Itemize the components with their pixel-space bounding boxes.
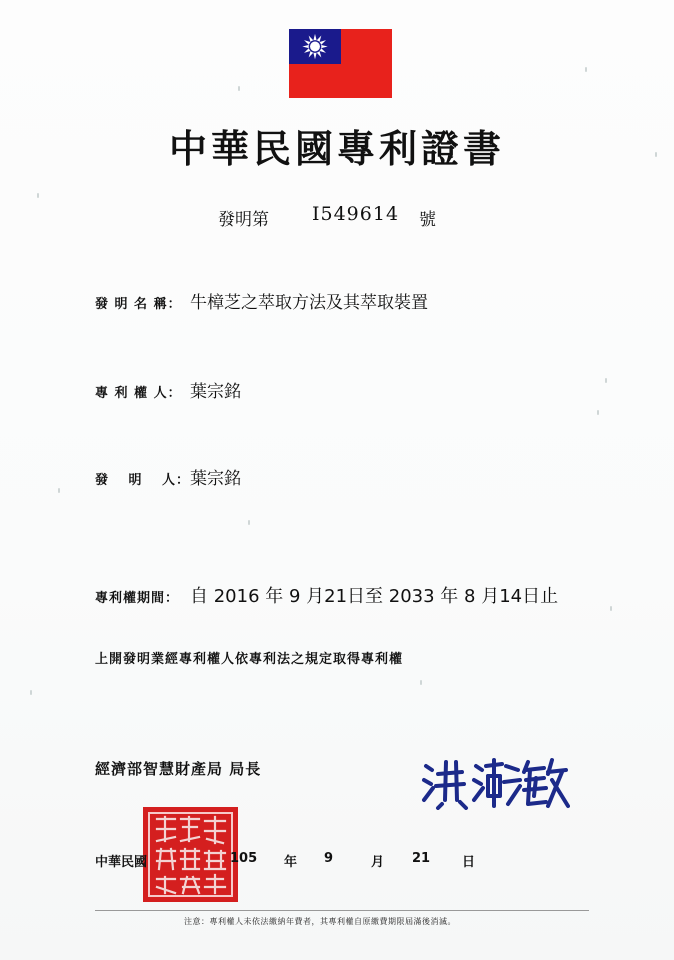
paper-speck [420, 680, 422, 685]
issue-day: 21 [412, 851, 431, 866]
official-seal-icon [143, 807, 238, 902]
inventor-label: 發 明 人： [95, 473, 191, 488]
paper-speck [597, 410, 599, 415]
footer-note: 注意：專利權人未依法繳納年費者，其專利權自原繳費期限屆滿後消滅。 [184, 917, 456, 926]
paper-speck [238, 86, 240, 91]
paper-speck [58, 488, 60, 493]
issue-year: 105 [230, 851, 258, 866]
paper-speck [605, 378, 607, 383]
issue-date-prefix: 中華民國 [95, 855, 148, 870]
paper-speck [30, 690, 32, 695]
patent-term-label: 專利權期間： [95, 591, 180, 606]
white-sun-icon [299, 32, 331, 61]
invention-title-label: 發 明 名 稱： [95, 297, 182, 312]
paper-speck [37, 193, 39, 198]
certificate-title: 中華民國專利證書 [168, 126, 505, 171]
patentee-value: 葉宗銘 [190, 382, 241, 402]
issuing-authority: 經濟部智慧財產局 局長 [95, 760, 262, 778]
grant-statement: 上開發明業經專利權人依專利法之規定取得專利權 [95, 652, 404, 667]
patent-number-label: 發明第 [218, 210, 269, 230]
patentee-label: 專 利 權 人： [95, 386, 182, 401]
invention-title-value: 牛樟芝之萃取方法及其萃取裝置 [190, 293, 428, 313]
inventor-value: 葉宗銘 [190, 469, 241, 489]
flag-canton [289, 29, 341, 64]
issue-month-unit: 月 [371, 855, 385, 870]
paper-speck [585, 67, 587, 72]
paper-speck [248, 520, 250, 525]
patent-number-value: I549614 [312, 203, 400, 225]
issue-day-unit: 日 [462, 855, 476, 870]
patent-number-suffix: 號 [419, 210, 436, 230]
footer-divider [95, 910, 589, 911]
issue-month: 9 [324, 851, 334, 866]
taiwan-flag-icon [289, 29, 392, 98]
paper-speck [610, 606, 612, 611]
director-signature [420, 752, 570, 810]
issue-year-unit: 年 [284, 855, 298, 870]
patent-term-value: 自 2016 年 9 月21日至 2033 年 8 月14日止 [190, 586, 559, 607]
